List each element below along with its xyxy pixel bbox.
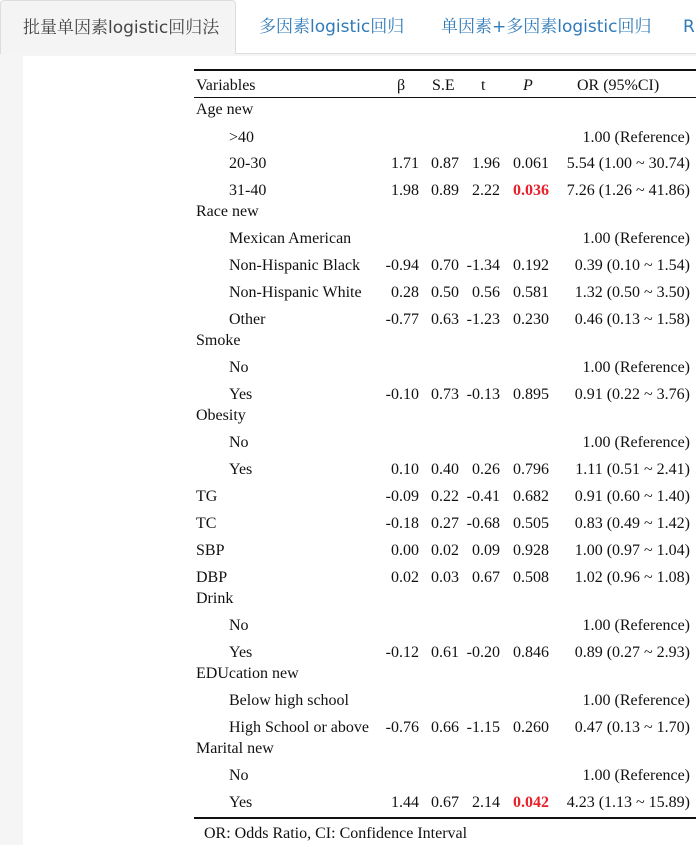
or-ci-value: 4.23 (1.13 ~ 15.89) (566, 794, 690, 811)
t-value: -1.23 (466, 311, 500, 328)
or-ci-value: 1.00 (Reference) (582, 359, 690, 376)
or-ci-value: 1.02 (0.96 ~ 1.08) (574, 569, 690, 586)
beta-value: -0.76 (385, 719, 419, 736)
t-value: 2.14 (472, 794, 500, 811)
beta-value: 0.28 (391, 284, 419, 301)
or-ci-value: 1.32 (0.50 ~ 3.50) (574, 284, 690, 301)
or-ci-value: 0.46 (0.13 ~ 1.58) (574, 311, 690, 328)
level-label: Non-Hispanic White (229, 284, 362, 301)
or-ci-value: 0.91 (0.60 ~ 1.40) (574, 488, 690, 505)
table-row (23, 433, 696, 453)
level-label: High School or above (229, 719, 369, 736)
variable-label: SBP (196, 542, 225, 559)
or-ci-value: 7.26 (1.26 ~ 41.86) (566, 182, 690, 199)
level-label: Mexican American (229, 230, 352, 247)
table-row (23, 385, 696, 405)
beta-value: 0.02 (391, 569, 419, 586)
table-row (23, 589, 696, 609)
table-row (23, 331, 696, 351)
variable-label: TG (196, 488, 218, 505)
p-value: 0.682 (513, 488, 549, 505)
tab-bar (0, 0, 696, 54)
header-variables: Variables (196, 77, 256, 94)
table-row (23, 541, 696, 561)
se-value: 0.87 (431, 155, 459, 172)
p-value: 0.581 (513, 284, 549, 301)
beta-value: -0.12 (385, 644, 419, 661)
beta-value: 0.00 (391, 542, 419, 559)
or-ci-value: 0.39 (0.10 ~ 1.54) (574, 257, 690, 274)
variable-label: Smoke (196, 332, 241, 349)
table-row (23, 283, 696, 303)
p-value: 0.192 (513, 257, 549, 274)
level-label: 20-30 (229, 155, 267, 172)
beta-value: -0.10 (385, 386, 419, 403)
level-label: Yes (229, 386, 253, 403)
p-value: 0.230 (513, 311, 549, 328)
se-value: 0.63 (431, 311, 459, 328)
level-label: Yes (229, 644, 253, 661)
p-value: 0.928 (513, 542, 549, 559)
tab-multivariate-logistic[interactable]: 多因素logistic回归 (259, 17, 405, 37)
se-value: 0.22 (431, 488, 459, 505)
table-bottom-rule (194, 817, 696, 819)
level-label: Other (229, 311, 266, 328)
level-label: No (229, 359, 249, 376)
variable-label: Marital new (196, 740, 274, 757)
t-value: -1.15 (466, 719, 500, 736)
variable-label: DBP (196, 569, 228, 586)
se-value: 0.03 (431, 569, 459, 586)
table-row (23, 406, 696, 426)
table-row (23, 358, 696, 378)
level-label: Below high school (229, 692, 349, 709)
tab-r[interactable]: R (683, 17, 695, 37)
beta-value: -0.94 (385, 257, 419, 274)
p-value: 0.895 (513, 386, 549, 403)
or-ci-value: 1.00 (0.97 ~ 1.04) (574, 542, 690, 559)
table-row (23, 181, 696, 201)
se-value: 0.70 (431, 257, 459, 274)
variable-label: Age new (196, 101, 254, 118)
table-row (23, 310, 696, 330)
header-p: P (523, 77, 533, 94)
se-value: 0.73 (431, 386, 459, 403)
se-value: 0.02 (431, 542, 459, 559)
beta-value: -0.09 (385, 488, 419, 505)
beta-value: -0.77 (385, 311, 419, 328)
t-value: 0.67 (472, 569, 500, 586)
table-row (23, 691, 696, 711)
se-value: 0.27 (431, 515, 459, 532)
se-value: 0.67 (431, 794, 459, 811)
t-value: -0.41 (466, 488, 500, 505)
or-ci-value: 1.11 (0.51 ~ 2.41) (575, 461, 690, 478)
variable-label: Drink (196, 590, 234, 607)
or-ci-value: 5.54 (1.00 ~ 30.74) (566, 155, 690, 172)
table-row (23, 766, 696, 786)
or-ci-value: 1.00 (Reference) (582, 434, 690, 451)
table-row (23, 229, 696, 249)
level-label: No (229, 434, 249, 451)
table-row (23, 460, 696, 480)
or-ci-value: 0.91 (0.22 ~ 3.76) (574, 386, 690, 403)
p-value: 0.846 (513, 644, 549, 661)
header-t: t (481, 77, 486, 94)
table-row (23, 100, 696, 120)
or-ci-value: 0.89 (0.27 ~ 2.93) (574, 644, 690, 661)
p-value: 0.260 (513, 719, 549, 736)
se-value: 0.89 (431, 182, 459, 199)
table-footnote: OR: Odds Ratio, CI: Confidence Interval (204, 825, 468, 842)
t-value: -0.20 (466, 644, 500, 661)
header-se: S.E (432, 77, 455, 94)
variable-label: TC (196, 515, 217, 532)
table-row (23, 664, 696, 684)
se-value: 0.66 (431, 719, 459, 736)
t-value: 0.09 (472, 542, 500, 559)
or-ci-value: 1.00 (Reference) (582, 129, 690, 146)
se-value: 0.50 (431, 284, 459, 301)
table-row (23, 256, 696, 276)
t-value: 0.26 (472, 461, 500, 478)
table-header-rule (194, 97, 696, 98)
variable-label: Obesity (196, 407, 246, 424)
beta-value: -0.18 (385, 515, 419, 532)
table-row (23, 793, 696, 813)
level-label: No (229, 617, 249, 634)
or-ci-value: 0.83 (0.49 ~ 1.42) (574, 515, 690, 532)
table-row (23, 202, 696, 222)
results-panel (23, 56, 696, 845)
table-row (23, 487, 696, 507)
p-value: 0.505 (513, 515, 549, 532)
se-value: 0.40 (431, 461, 459, 478)
p-value: 0.061 (513, 155, 549, 172)
tab-batch-univariate-logistic[interactable]: 批量单因素logistic回归法 (0, 0, 236, 55)
table-row (23, 568, 696, 588)
p-value: 0.796 (513, 461, 549, 478)
table-top-rule (194, 69, 696, 71)
header-beta: β (397, 77, 406, 94)
p-value: 0.036 (513, 182, 549, 199)
header-or: OR (95%CI) (577, 77, 660, 94)
p-value: 0.508 (513, 569, 549, 586)
t-value: -0.13 (466, 386, 500, 403)
beta-value: 1.98 (391, 182, 419, 199)
or-ci-value: 1.00 (Reference) (582, 692, 690, 709)
content-area (0, 54, 696, 845)
variable-label: EDUcation new (196, 665, 299, 682)
table-row (23, 514, 696, 534)
beta-value: 1.44 (391, 794, 419, 811)
or-ci-value: 0.47 (0.13 ~ 1.70) (574, 719, 690, 736)
tab-univariate-multivariate-logistic[interactable]: 单因素+多因素logistic回归 (441, 17, 652, 37)
beta-value: 0.10 (391, 461, 419, 478)
variable-label: Race new (196, 203, 259, 220)
level-label: 31-40 (229, 182, 267, 199)
p-value: 0.042 (513, 794, 549, 811)
table-row (23, 154, 696, 174)
table-row (23, 718, 696, 738)
or-ci-value: 1.00 (Reference) (582, 230, 690, 247)
or-ci-value: 1.00 (Reference) (582, 767, 690, 784)
table-row (23, 643, 696, 663)
t-value: -1.34 (466, 257, 500, 274)
beta-value: 1.71 (391, 155, 419, 172)
se-value: 0.61 (431, 644, 459, 661)
t-value: 1.96 (472, 155, 500, 172)
level-label: No (229, 767, 249, 784)
t-value: 0.56 (472, 284, 500, 301)
table-row (23, 616, 696, 636)
level-label: Non-Hispanic Black (229, 257, 361, 274)
table-row (23, 739, 696, 759)
t-value: 2.22 (472, 182, 500, 199)
table-row (23, 128, 696, 148)
t-value: -0.68 (466, 515, 500, 532)
or-ci-value: 1.00 (Reference) (582, 617, 690, 634)
table-header-row (23, 76, 696, 96)
level-label: Yes (229, 794, 253, 811)
level-label: >40 (229, 129, 255, 146)
level-label: Yes (229, 461, 253, 478)
